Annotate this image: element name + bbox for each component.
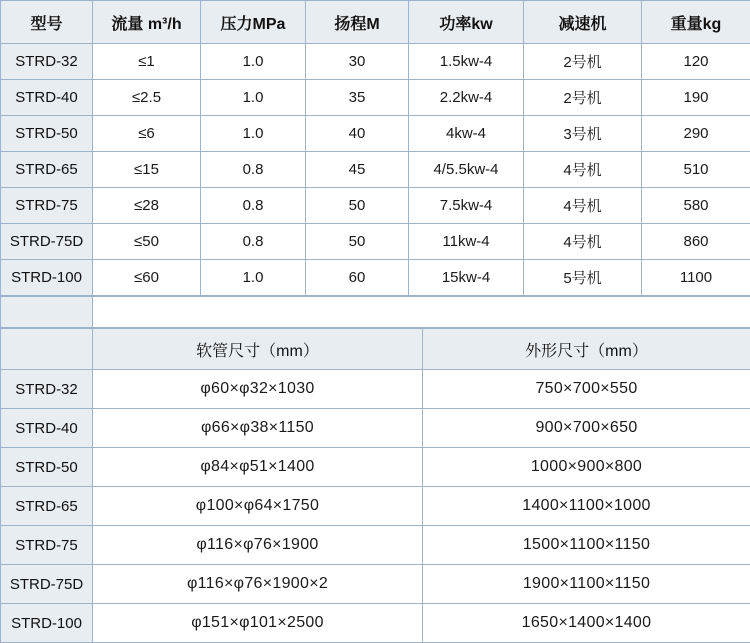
cell-hose-size: φ84×φ51×1400 (93, 448, 423, 487)
cell-hose-size: φ151×φ101×2500 (93, 604, 423, 643)
cell-model: STRD-100 (1, 604, 93, 643)
specification-table (0, 0, 750, 296)
cell-model: STRD-50 (1, 116, 93, 152)
table-row (1, 526, 750, 565)
cell-model: STRD-75 (1, 526, 93, 565)
column-header-weight: 重量kg (642, 1, 750, 44)
cell-reducer: 5号机 (524, 260, 642, 296)
dimension-table (0, 328, 750, 643)
cell-head: 60 (306, 260, 409, 296)
cell-head: 50 (306, 224, 409, 260)
cell-weight: 510 (642, 152, 750, 188)
separator-row (1, 297, 750, 328)
cell-reducer: 2号机 (524, 80, 642, 116)
cell-pressure: 0.8 (201, 224, 306, 260)
cell-overall-size: 750×700×550 (423, 370, 750, 409)
cell-hose-size: φ100×φ64×1750 (93, 487, 423, 526)
cell-reducer: 4号机 (524, 188, 642, 224)
table-row (1, 448, 750, 487)
cell-overall-size: 1500×1100×1150 (423, 526, 750, 565)
cell-model: STRD-32 (1, 370, 93, 409)
cell-power: 4kw-4 (409, 116, 524, 152)
cell-power: 2.2kw-4 (409, 80, 524, 116)
cell-model: STRD-65 (1, 487, 93, 526)
cell-pressure: 1.0 (201, 80, 306, 116)
table-row (1, 487, 750, 526)
table-row (1, 224, 750, 260)
cell-overall-size: 1400×1100×1000 (423, 487, 750, 526)
column-header-head: 扬程M (306, 1, 409, 44)
cell-flow: ≤15 (93, 152, 201, 188)
cell-flow: ≤2.5 (93, 80, 201, 116)
table-row (1, 409, 750, 448)
cell-reducer: 3号机 (524, 116, 642, 152)
cell-model: STRD-75D (1, 224, 93, 260)
cell-pressure: 0.8 (201, 188, 306, 224)
cell-pressure: 1.0 (201, 116, 306, 152)
cell-model: STRD-40 (1, 80, 93, 116)
cell-weight: 290 (642, 116, 750, 152)
cell-pressure: 1.0 (201, 44, 306, 80)
cell-head: 50 (306, 188, 409, 224)
cell-power: 15kw-4 (409, 260, 524, 296)
cell-weight: 190 (642, 80, 750, 116)
cell-model: STRD-40 (1, 409, 93, 448)
column-header-overall-size: 外形尺寸（mm） (423, 329, 750, 370)
cell-hose-size: φ66×φ38×1150 (93, 409, 423, 448)
separator-cell-right (93, 297, 750, 328)
cell-pressure: 1.0 (201, 260, 306, 296)
dimension-header-row (1, 329, 750, 370)
cell-power: 1.5kw-4 (409, 44, 524, 80)
cell-weight: 860 (642, 224, 750, 260)
cell-model: STRD-75 (1, 188, 93, 224)
table-row (1, 44, 750, 80)
table-row (1, 188, 750, 224)
cell-power: 11kw-4 (409, 224, 524, 260)
cell-reducer: 4号机 (524, 152, 642, 188)
column-header-reducer: 减速机 (524, 1, 642, 44)
column-header-power: 功率kw (409, 1, 524, 44)
cell-flow: ≤50 (93, 224, 201, 260)
column-header-model: 型号 (1, 1, 93, 44)
cell-overall-size: 1000×900×800 (423, 448, 750, 487)
cell-weight: 1100 (642, 260, 750, 296)
column-header-hose-size: 软管尺寸（mm） (93, 329, 423, 370)
cell-hose-size: φ116×φ76×1900×2 (93, 565, 423, 604)
cell-reducer: 4号机 (524, 224, 642, 260)
cell-head: 40 (306, 116, 409, 152)
cell-weight: 580 (642, 188, 750, 224)
cell-hose-size: φ116×φ76×1900 (93, 526, 423, 565)
cell-flow: ≤60 (93, 260, 201, 296)
cell-hose-size: φ60×φ32×1030 (93, 370, 423, 409)
cell-flow: ≤28 (93, 188, 201, 224)
cell-power: 7.5kw-4 (409, 188, 524, 224)
cell-overall-size: 900×700×650 (423, 409, 750, 448)
table-row (1, 370, 750, 409)
cell-model: STRD-75D (1, 565, 93, 604)
cell-reducer: 2号机 (524, 44, 642, 80)
table-row (1, 116, 750, 152)
separator-cell-left (1, 297, 93, 328)
column-header-pressure: 压力MPa (201, 1, 306, 44)
cell-overall-size: 1650×1400×1400 (423, 604, 750, 643)
cell-model: STRD-50 (1, 448, 93, 487)
cell-model: STRD-100 (1, 260, 93, 296)
cell-flow: ≤1 (93, 44, 201, 80)
cell-head: 45 (306, 152, 409, 188)
table-row (1, 152, 750, 188)
column-header-flow: 流量 m³/h (93, 1, 201, 44)
cell-model: STRD-32 (1, 44, 93, 80)
cell-head: 30 (306, 44, 409, 80)
cell-pressure: 0.8 (201, 152, 306, 188)
table-header-row (1, 1, 750, 44)
cell-model: STRD-65 (1, 152, 93, 188)
cell-overall-size: 1900×1100×1150 (423, 565, 750, 604)
cell-head: 35 (306, 80, 409, 116)
table-row (1, 565, 750, 604)
column-header-blank (1, 329, 93, 370)
table-row (1, 260, 750, 296)
cell-weight: 120 (642, 44, 750, 80)
table-separator-band (0, 296, 750, 328)
table-row (1, 80, 750, 116)
cell-power: 4/5.5kw-4 (409, 152, 524, 188)
cell-flow: ≤6 (93, 116, 201, 152)
table-row (1, 604, 750, 643)
